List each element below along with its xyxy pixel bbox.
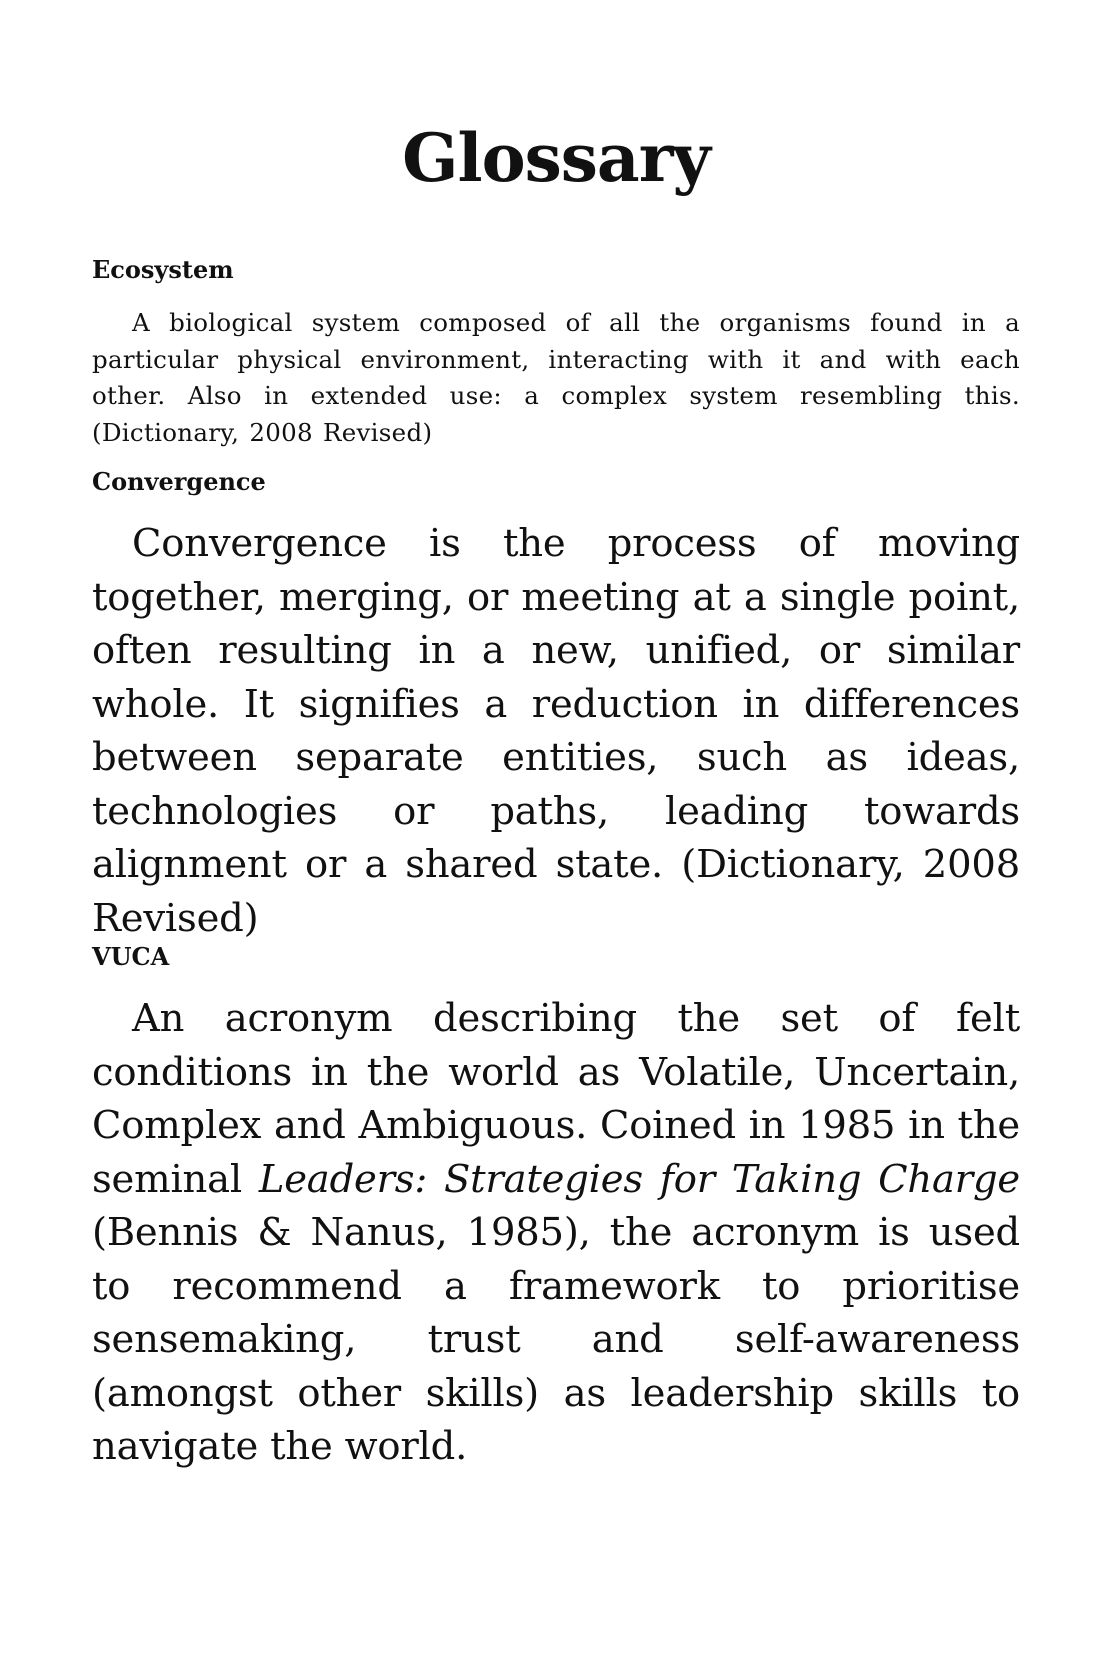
page-title: Glossary	[402, 119, 710, 197]
definition-vuca-text-after: (Bennis & Nanus, 1985), the acronym is used to recommend a framework to prioritise sensemaking, trust and self-awareness (amongst other skills) as leadership skills to navigate the world.	[92, 1210, 1020, 1469]
definition-vuca	[92, 992, 1020, 1474]
term-convergence: Convergence	[92, 467, 266, 496]
definition-convergence: Convergence is the process of moving together, merging, or meeting at a single point, often resulting in a new, unified, or similar whole. It signifies a reduction in differences between separate entities, such as ideas, technologies or paths, leading towards alignment or a shared state. (Dictionary, 2008 Revised)	[92, 521, 1020, 941]
term-vuca: VUCA	[92, 942, 170, 971]
term-ecosystem: Ecosystem	[92, 255, 234, 284]
definition-ecosystem: A biological system composed of all the organisms found in a particular physical environment, interacting with it and with each other. Also in extended use: a complex system resembling this. (Dictionary, 2008 Revised)	[92, 308, 1020, 447]
definition-vuca-text-before: An acronym describing the set of felt conditions in the world as Volatile, Uncertain, Complex and Ambiguous. Coined in 1985 in the seminal	[92, 996, 1020, 1202]
book-title: Leaders: Strategies for Taking Charge	[258, 1156, 1020, 1202]
